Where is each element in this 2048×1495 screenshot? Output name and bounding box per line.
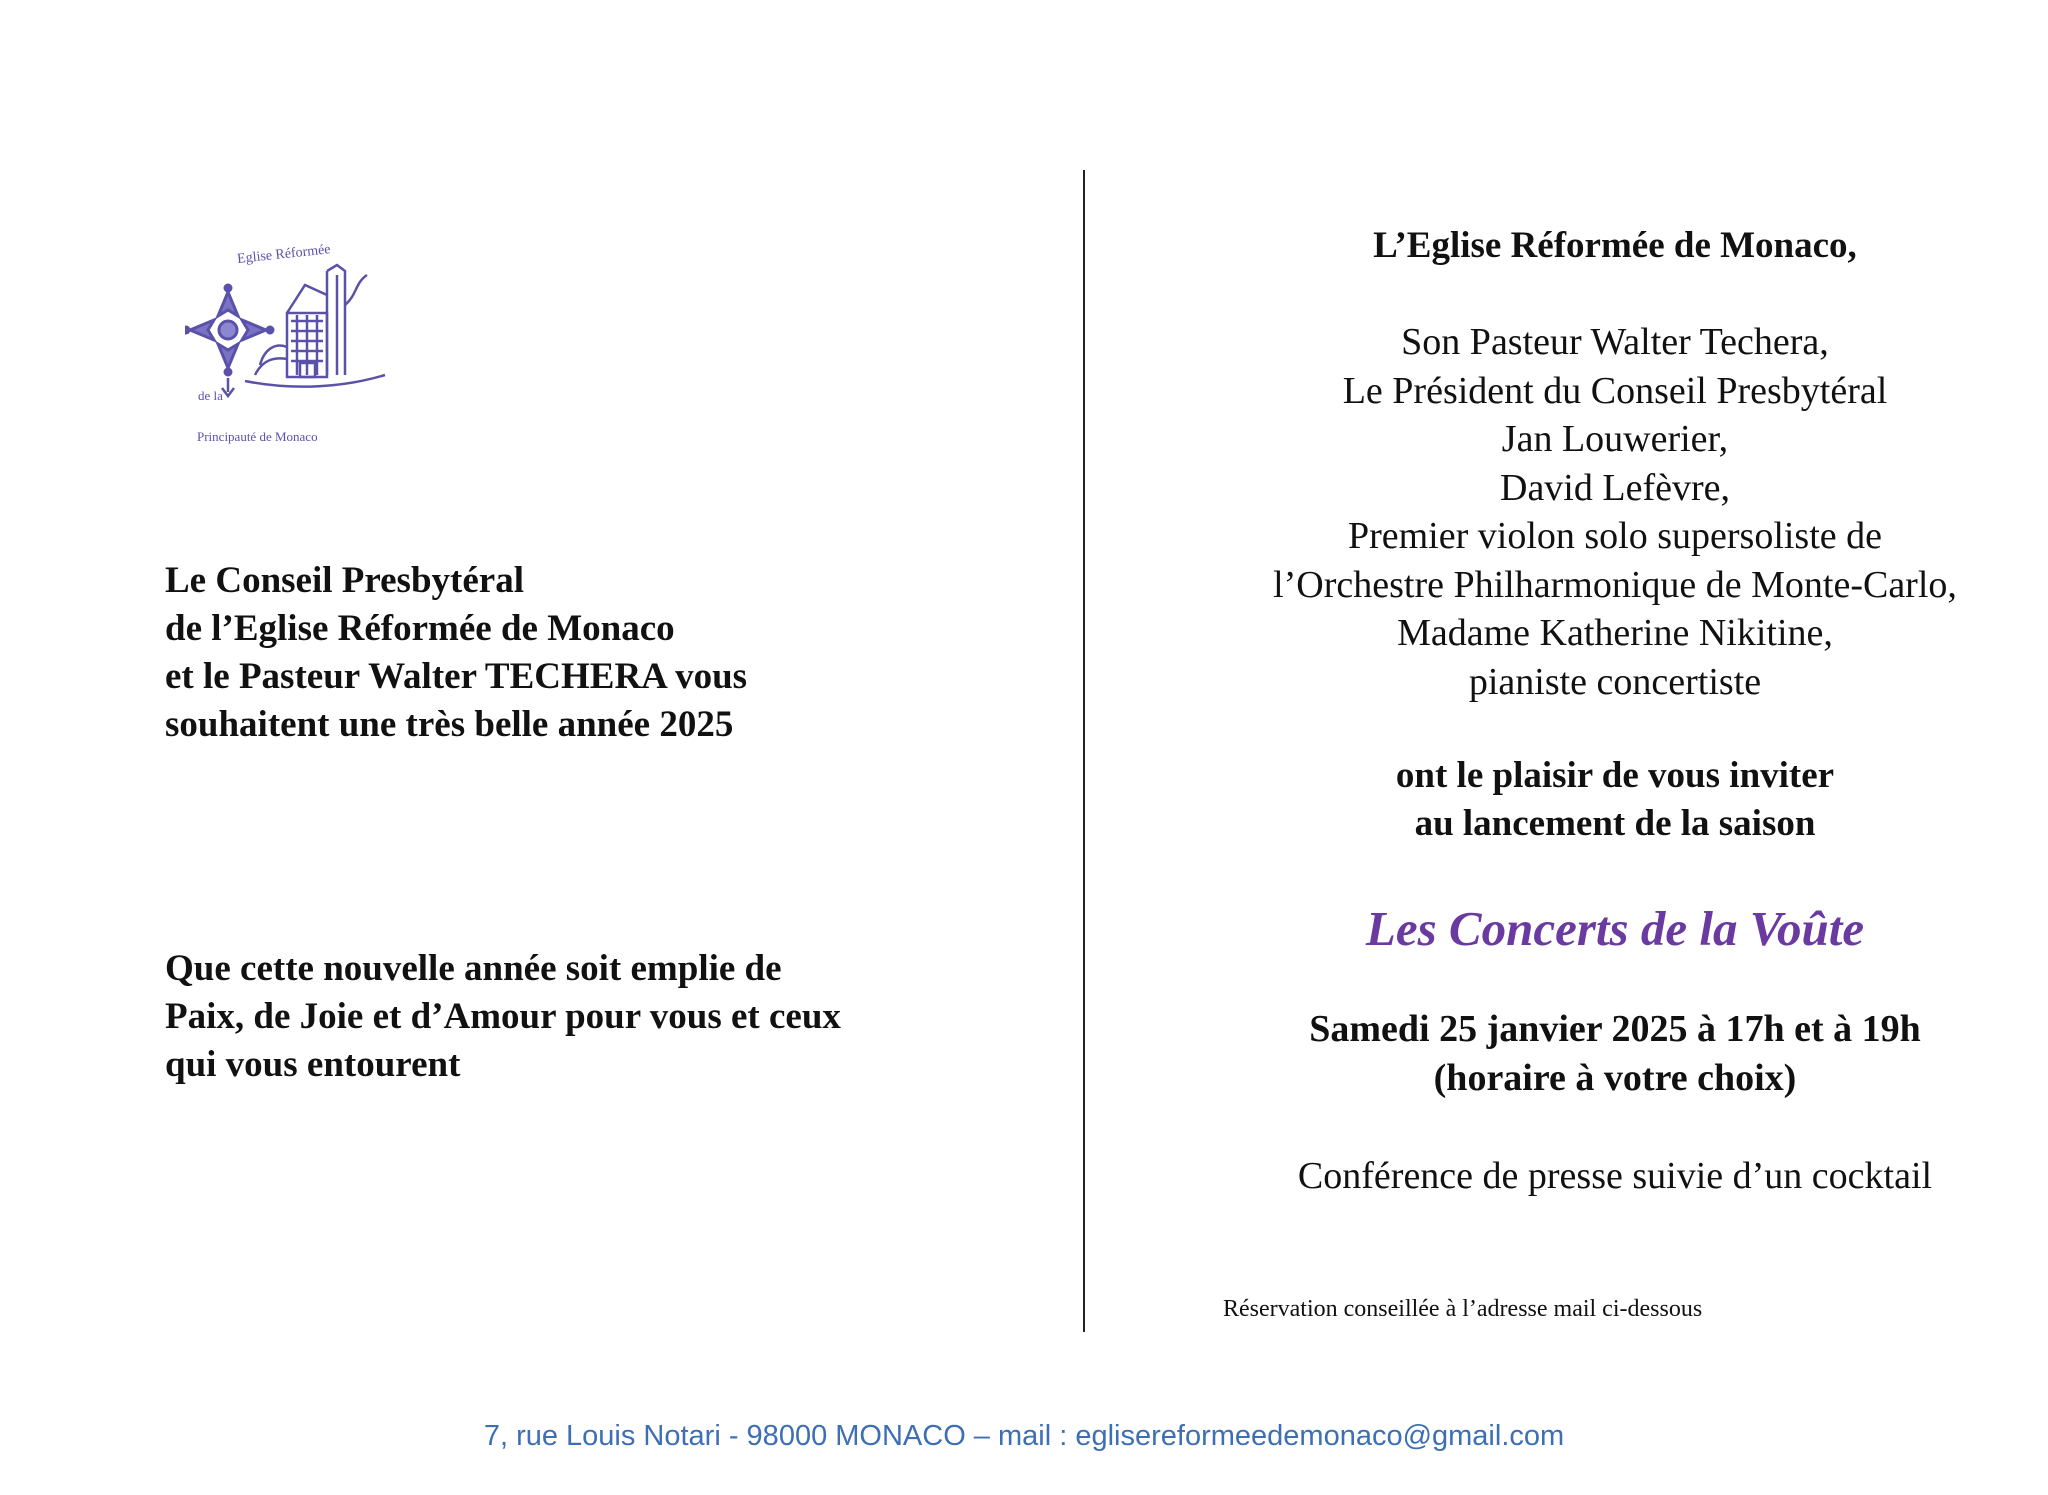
invitation-heading: L’Eglise Réformée de Monaco,: [1373, 225, 1857, 266]
logo-text-line1: Eglise Réformée: [236, 242, 332, 267]
vertical-divider: [1083, 170, 1085, 1332]
host-line: Jan Louwerier,: [1501, 418, 1729, 460]
footer-address: 7, rue Louis Notari - 98000 MONACO – mail : eglisereformeedemonaco@gmail.com: [483, 1420, 1565, 1452]
invite-line: ont le plaisir de vous inviter: [1395, 755, 1835, 796]
wish-line: Que cette nouvelle année soit emplie de: [165, 948, 782, 989]
reservation-note: Réservation conseillée à l’adresse mail ci-dessous: [1223, 1296, 1703, 1322]
host-line: David Lefèvre,: [1500, 466, 1730, 509]
logo-text-line2: de la: [198, 388, 223, 403]
greeting-line: de l’Eglise Réformée de Monaco: [165, 608, 675, 649]
huguenot-cross-church-icon: [185, 235, 425, 460]
date-block: [1200, 1005, 2030, 1103]
hosts-block: [1200, 318, 2030, 706]
wish-line: Paix, de Joie et d’Amour pour vous et ceux: [165, 996, 841, 1037]
invite-block: [1200, 752, 2030, 848]
invite-line: au lancement de la saison: [1414, 803, 1816, 844]
host-line: l’Orchestre Philharmonique de Monte-Carlo,: [1273, 563, 1957, 606]
concert-title: Les Concerts de la Voûte: [1365, 901, 1865, 956]
host-line: Son Pasteur Walter Techera,: [1401, 321, 1829, 363]
host-line: pianiste concertiste: [1468, 660, 1762, 703]
church-logo: [185, 235, 425, 460]
host-line: Premier violon solo supersoliste de: [1347, 515, 1883, 557]
wish-block: [165, 945, 985, 1089]
greeting-line: Le Conseil Presbytéral: [165, 560, 524, 601]
logo-text-line3: Principauté de Monaco: [197, 429, 318, 444]
host-line: Le Président du Conseil Presbytéral: [1342, 369, 1888, 412]
wish-line: qui vous entourent: [165, 1044, 461, 1085]
greeting-line: souhaitent une très belle année 2025: [165, 704, 734, 745]
date-line: Samedi 25 janvier 2025 à 17h et à 19h: [1309, 1008, 1921, 1050]
host-line: Madame Katherine Nikitine,: [1397, 612, 1833, 654]
conference-note: Conférence de presse suivie d’un cocktail: [1297, 1155, 1933, 1197]
date-line: (horaire à votre choix): [1433, 1057, 1797, 1099]
greeting-block: [165, 557, 985, 749]
greeting-line: et le Pasteur Walter TECHERA vous: [165, 656, 748, 697]
